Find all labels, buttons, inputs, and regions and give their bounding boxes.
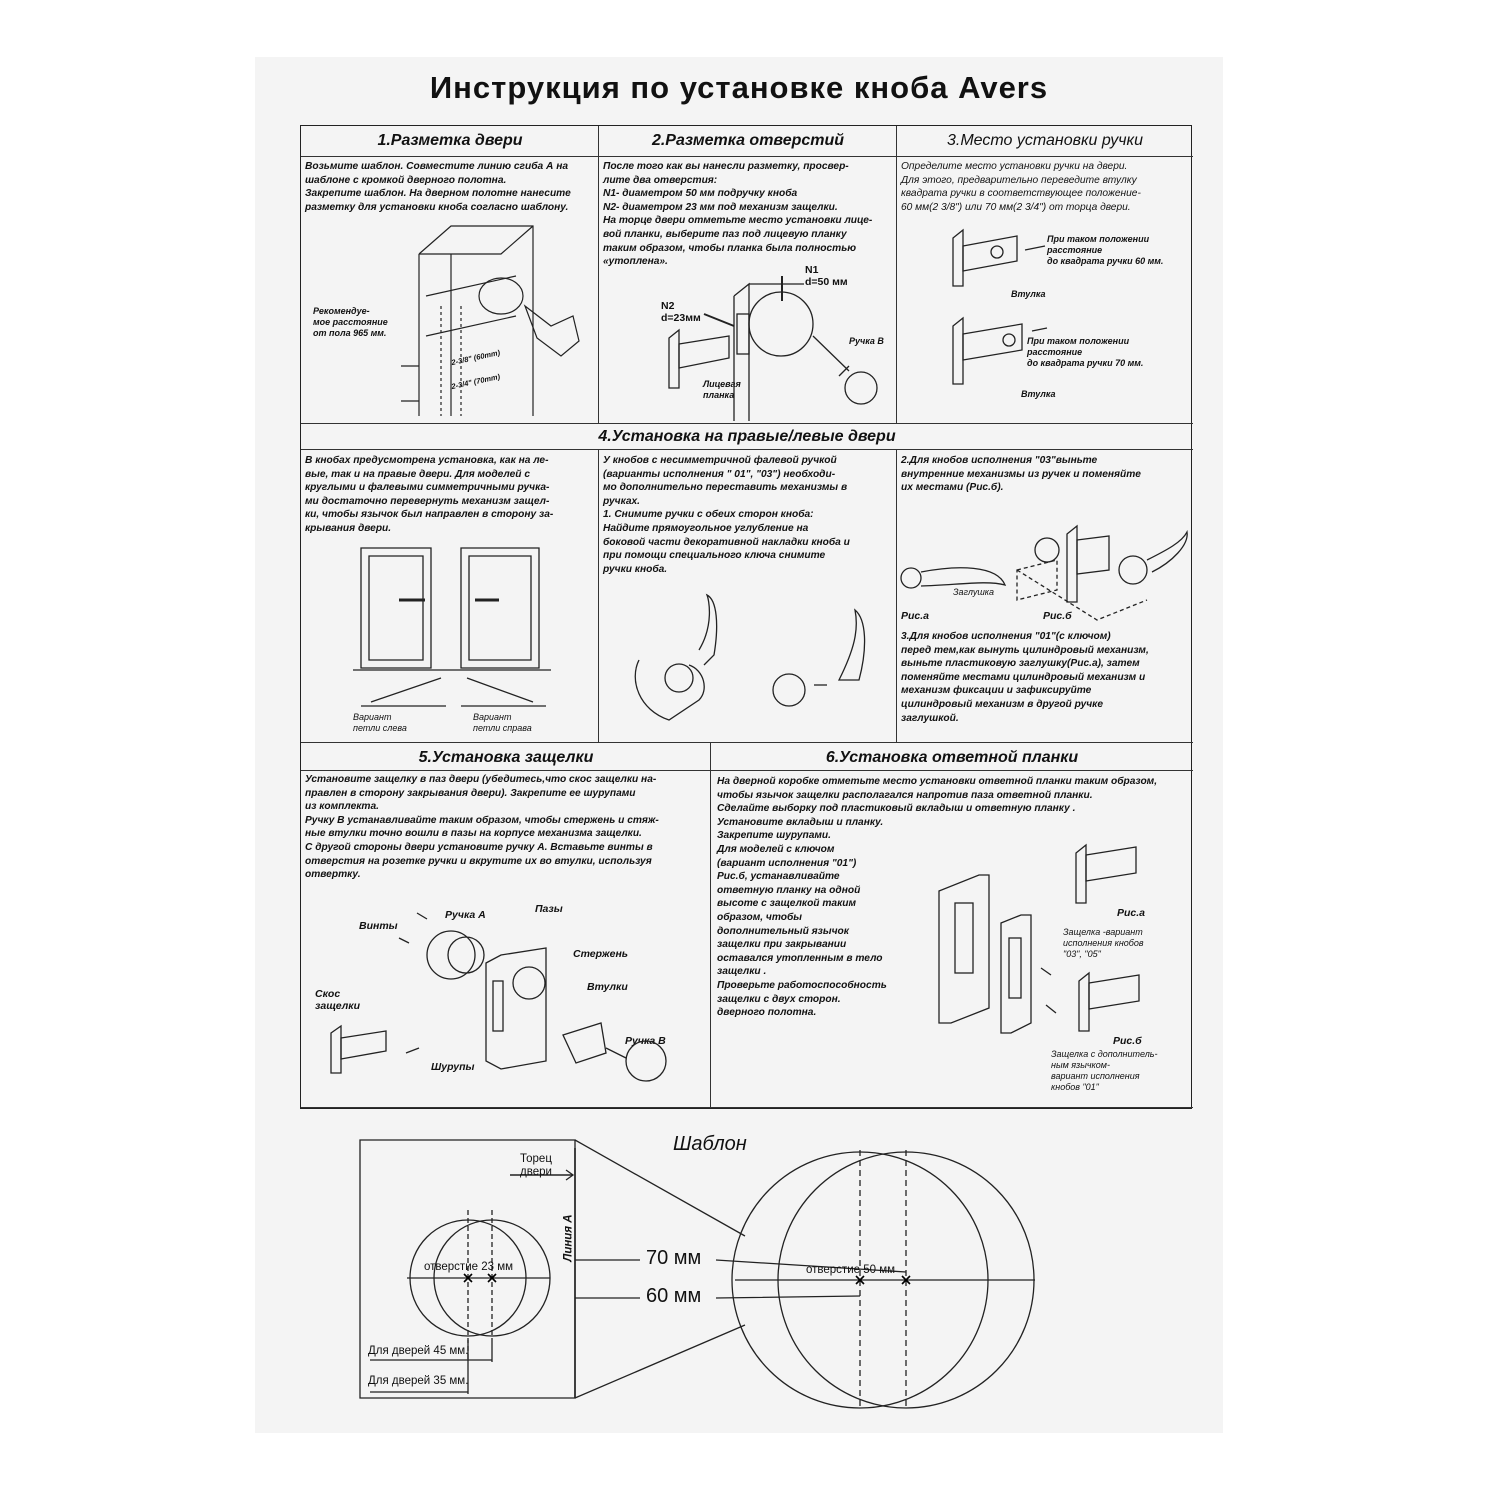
position-70-note: При таком положении расстояние до квадрата ручки 70 мм. bbox=[1027, 336, 1144, 368]
section-5-text: Установите защелку в паз двери (убедитесь,что скос защелки на- правлен в сторону закрывания двери). Закрепите ее шурупами из комплекта. Ручку В устанавливайте таким образом, чтобы стержень и стяж- ные втулки точно вошли в пазы на корпусе механизма защелки. С другой стороны двери установите ручку А. Вставьте винты в отверстия на розетке ручки и вкрутите их во втулки, используя отвертку. bbox=[305, 774, 659, 881]
fig-b-label: Рис.б bbox=[1043, 610, 1072, 622]
section-4-heading: 4.Установка на правые/левые двери bbox=[598, 428, 896, 445]
handle-b-label-2: Ручка В bbox=[625, 1035, 666, 1047]
line-a-label: Линия А bbox=[562, 1214, 575, 1262]
door-45-label: Для дверей 45 мм. bbox=[368, 1345, 469, 1357]
fig-b-label-2: Рис.б bbox=[1113, 1035, 1142, 1047]
slots-label: Пазы bbox=[535, 903, 563, 915]
latch-variant-b-caption: Защелка с дополнитель- ным язычком- вариант исполнения кнобов "01" bbox=[1051, 1049, 1158, 1092]
distance-60-label: 60 мм bbox=[646, 1285, 702, 1307]
fig-a-label-2: Рис.а bbox=[1117, 907, 1146, 919]
section-4-text-4: 3.Для кнобов исполнения "01"(с ключом) перед тем,как вынуть цилиндровый механизм, выньте пластиковую заглушку(Рис.а), затем поменяйте местами цилиндровый механизм и механизм фиксации и зафиксируйте цилиндровый механизм в другой ручке заглушкой. bbox=[901, 631, 1149, 724]
dim-60-label: 2-3/8" (60mm) bbox=[450, 347, 501, 368]
section-1-heading: 1.Разметка двери bbox=[377, 132, 523, 149]
template-title: Шаблон bbox=[673, 1133, 747, 1155]
recommend-height-label: Рекомендуе- мое расстояние от пола 965 мм. bbox=[313, 306, 388, 338]
handle-b-label: Ручка В bbox=[849, 336, 884, 346]
section-2-heading: 2.Разметка отверстий bbox=[651, 132, 845, 149]
latch-variant-a-caption: Защелка -вариант исполнения кнобов "03", "05" bbox=[1063, 927, 1144, 959]
distance-70-label: 70 мм bbox=[646, 1247, 702, 1269]
door-35-label: Для дверей 35 мм. bbox=[368, 1375, 469, 1387]
section-5-heading: 5.Установка защелки bbox=[418, 749, 594, 766]
section-2-text: После того как вы нанесли разметку, просвер- лите два отверстия: N1- диаметром 50 мм подручку кноба N2- диаметром 23 мм под механизм защелки. На торце двери отметьте место установки лице- вой планки, выберите паз под лицевую планку таким образом, чтобы планка была полностью «утоплена». bbox=[603, 161, 873, 268]
door-edge-label: Торец двери bbox=[520, 1153, 552, 1178]
plug-label: Заглушка bbox=[953, 587, 995, 597]
section-4-text-3: 2.Для кнобов исполнения "03"выньте внутренние механизмы из ручек и поменяйте их местами (Рис.б). bbox=[901, 455, 1141, 494]
section-4-text-2: У кнобов с несимметричной фалевой ручкой (варианты исполнения " 01", "03") необходи- мо дополнительно переставить механизмы в ручках. 1. Снимите ручки с обеих сторон кноба: Найдите прямоугольное углубление на боковой части декоративной накладки кноба и при помощи специального ключа снимите ручки кноба. bbox=[603, 455, 850, 575]
hole-n1-label: N1 d=50 мм bbox=[805, 264, 848, 288]
hinge-left-label: Вариант петли слева bbox=[353, 712, 407, 733]
bushing-label-1: Втулка bbox=[1011, 289, 1046, 299]
section-6-heading: 6.Установка ответной планки bbox=[825, 749, 1079, 766]
section-4-text-1: В кнобах предусмотрена установка, как на ле- вые, так и на правые двери. Для моделей с круглыми и фалевыми симметричными ручка- ми достаточно перевернуть механизм защел- ки, чтобы язычок был направлен в сторону за- крывания двери. bbox=[305, 455, 554, 534]
face-plate-label: Лицевая планка bbox=[703, 379, 741, 400]
bushings-label: Втулки bbox=[587, 981, 628, 993]
section-3-heading: 3.Место установки ручки bbox=[947, 132, 1143, 149]
wood-screws-label: Шурупы bbox=[431, 1061, 475, 1073]
hole-23-label: отверстие 23 мм bbox=[424, 1261, 514, 1273]
hole-50-label: отверстие 50 мм bbox=[806, 1264, 896, 1276]
handle-a-label: Ручка А bbox=[445, 909, 486, 921]
bevel-label: Скос защелки bbox=[315, 988, 360, 1012]
page-title: Инструкция по установке кноба Avers bbox=[429, 70, 1049, 105]
fig-a-label: Рис.а bbox=[901, 610, 930, 622]
section-6-text: На дверной коробке отметьте место установки ответной планки таким образом, чтобы язычок защелки располагался напротив паза ответной планки. Сделайте выборку под пластиковый вкладыш и ответную планку . Установите вкладыш и планку. Закрепите шурупами. Для моделей с ключом (вариант исполнения "01") Рис.б, устанавливайте ответную планку на одной высоте с защелкой таким образом, чтобы дополнительный язычок защелки при закрывании оставался утопленным в тело защелки . Проверьте работоспособность защелки с двух сторон. дверного полотна. bbox=[717, 776, 1158, 1019]
dim-70-label: 2-3/4" (70mm) bbox=[450, 371, 501, 392]
section-1-text: Возьмите шаблон. Совместите линию сгиба А на шаблоне с кромкой дверного полотна. Закрепите шаблон. На дверном полотне нанесите разметку для установки кноба согласно шаблону. bbox=[305, 161, 571, 213]
hinge-right-label: Вариант петли справа bbox=[473, 712, 532, 733]
bushing-label-2: Втулка bbox=[1021, 389, 1056, 399]
section-3-text: Определите место установки ручки на двери. Для этого, предварительно переведите втулку квадрата ручки в соответствующее положение- 60 мм(2 3/8") или 70 мм(2 3/4") от торца двери. bbox=[901, 161, 1141, 213]
hole-n2-label: N2 d=23мм bbox=[661, 300, 701, 324]
position-60-note: При таком положении расстояние до квадрата ручки 60 мм. bbox=[1047, 234, 1164, 266]
rod-label: Стержень bbox=[573, 948, 629, 960]
screws-label: Винты bbox=[359, 920, 398, 932]
